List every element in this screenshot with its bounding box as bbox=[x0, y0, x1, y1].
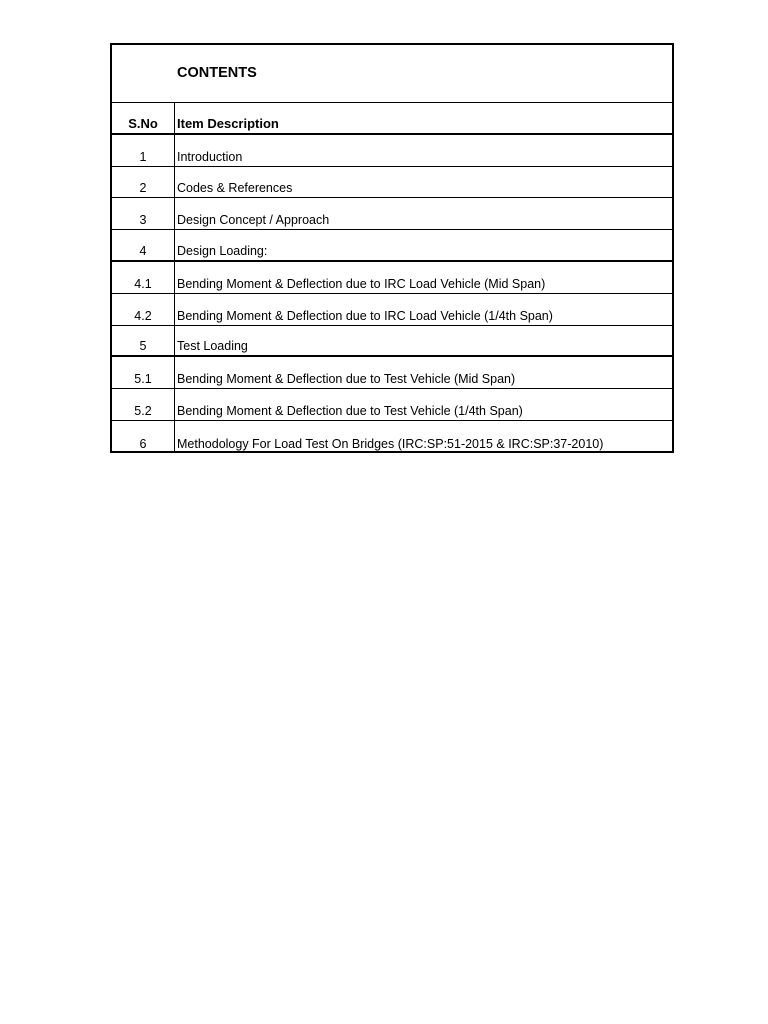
table-row bbox=[112, 230, 672, 262]
description-cell: Design Loading: bbox=[177, 243, 268, 258]
sno-cell: 4.1 bbox=[134, 276, 152, 291]
description-cell: Bending Moment & Deflection due to IRC Load Vehicle (1/4th Span) bbox=[177, 308, 553, 323]
table-row bbox=[112, 262, 672, 294]
contents-table bbox=[110, 43, 674, 453]
sno-cell: 5 bbox=[139, 339, 147, 354]
table-body bbox=[112, 103, 672, 453]
description-cell: Codes & References bbox=[177, 181, 293, 196]
sno-cell: 4 bbox=[139, 243, 147, 258]
table-row bbox=[112, 389, 672, 421]
description-cell: Bending Moment & Deflection due to IRC Load Vehicle (Mid Span) bbox=[177, 276, 546, 291]
table-row bbox=[112, 135, 672, 167]
description-cell: Bending Moment & Deflection due to Test Vehicle (Mid Span) bbox=[177, 372, 516, 387]
sno-cell: 5.2 bbox=[134, 403, 152, 418]
table-row bbox=[112, 421, 672, 453]
sno-cell: 6 bbox=[139, 436, 147, 451]
sno-cell: 5.1 bbox=[134, 372, 152, 387]
description-cell: Bending Moment & Deflection due to Test Vehicle (1/4th Span) bbox=[177, 403, 523, 418]
table-row bbox=[112, 198, 672, 230]
sno-header: S.No bbox=[128, 115, 158, 131]
table-row bbox=[112, 326, 672, 358]
description-cell: Methodology For Load Test On Bridges (IRC:SP:51-2015 & IRC:SP:37-2010) bbox=[177, 436, 604, 451]
table-row bbox=[112, 294, 672, 326]
sno-cell: 3 bbox=[139, 213, 147, 228]
table-header-row bbox=[112, 103, 672, 135]
description-cell: Design Concept / Approach bbox=[177, 213, 330, 228]
description-cell: Test Loading bbox=[177, 339, 248, 354]
table-row bbox=[112, 357, 672, 389]
title-row bbox=[112, 45, 672, 103]
table-row bbox=[112, 167, 672, 199]
description-cell: Introduction bbox=[177, 149, 243, 164]
sno-cell: 1 bbox=[139, 149, 147, 164]
description-header: Item Description bbox=[177, 115, 279, 131]
page-title: CONTENTS bbox=[177, 65, 257, 81]
sno-cell: 2 bbox=[139, 181, 147, 196]
sno-cell: 4.2 bbox=[134, 308, 152, 323]
